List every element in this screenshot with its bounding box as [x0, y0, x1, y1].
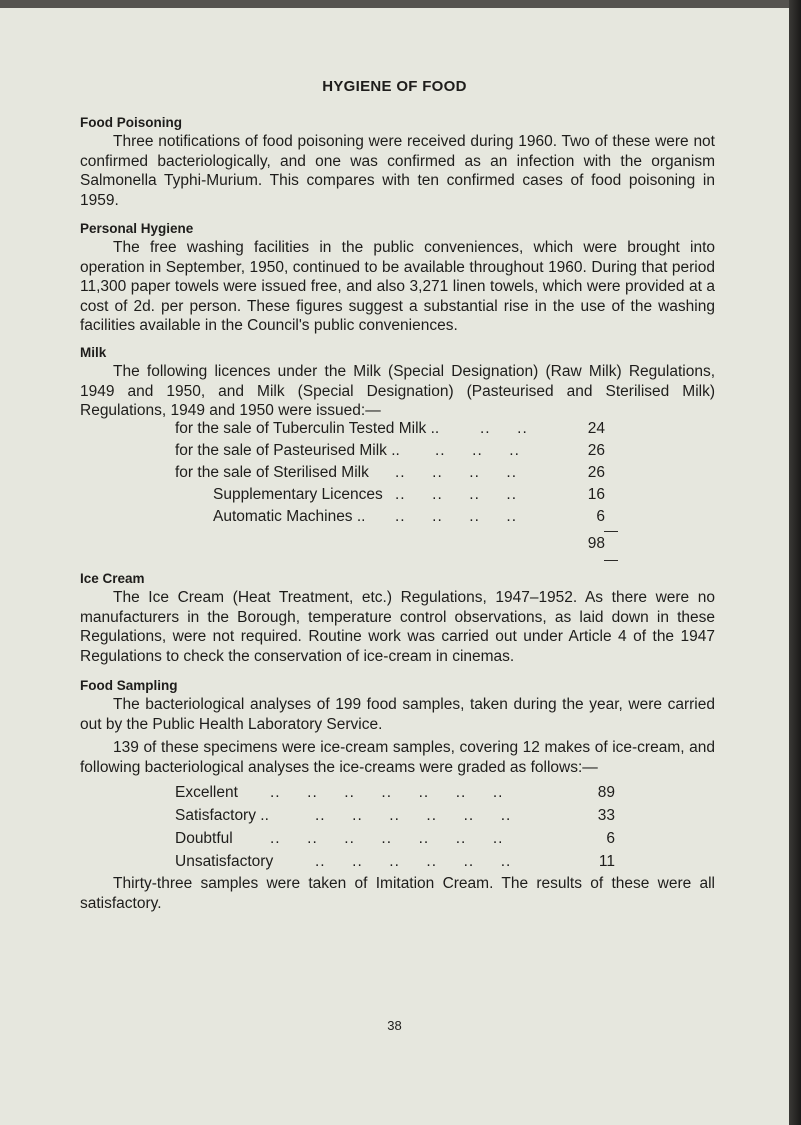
grade-value: 33 — [597, 807, 615, 824]
grade-value: 89 — [597, 784, 615, 801]
grade-row — [175, 853, 625, 873]
page-title: HYGIENE OF FOOD — [322, 78, 467, 95]
document-page — [0, 8, 789, 1125]
grade-row — [175, 807, 625, 827]
para-food-sampling-2: 139 of these specimens were ice-cream samples, covering 12 makes of ice-cream, and following bacteriological analyses the ice-creams were graded as follows:— — [80, 739, 715, 776]
heading-food-sampling: Food Sampling — [80, 678, 178, 693]
milk-item-label: for the sale of Tuberculin Tested Milk .. — [175, 420, 440, 437]
milk-item-label: for the sale of Pasteurised Milk .. — [175, 442, 400, 459]
leader-dots: .. .. .. .. .. .. .. — [270, 784, 504, 801]
heading-ice-cream: Ice Cream — [80, 571, 145, 586]
heading-milk: Milk — [80, 345, 107, 360]
milk-item-value: 26 — [587, 464, 605, 481]
para-food-sampling-1: The bacteriological analyses of 199 food samples, taken during the year, were carried out by the Public Health Laboratory Service. — [80, 696, 715, 733]
grade-value: 6 — [606, 830, 615, 847]
total-rule-bottom — [604, 560, 618, 561]
page-number: 38 — [387, 1018, 402, 1033]
grade-label: Satisfactory .. — [175, 807, 269, 824]
leader-dots: .. .. .. .. — [395, 486, 518, 503]
para-food-poisoning: Three notifications of food poisoning were received during 1960. Two of these were not confirmed bacteriologically, and one was confirmed as an infection with the organism Salmonella Typhi-Murium. This compares with ten confirmed cases of food poisoning in 1959. — [80, 133, 715, 209]
grade-label: Excellent — [175, 784, 238, 801]
leader-dots: .. .. .. .. .. .. — [315, 853, 512, 870]
leader-dots: .. .. .. .. .. .. — [315, 807, 512, 824]
grade-label: Unsatisfactory — [175, 853, 274, 870]
scan-right-edge — [789, 0, 801, 1125]
para-food-sampling-3: Thirty-three samples were taken of Imitation Cream. The results of these were all satisfactory. — [80, 875, 715, 912]
leader-dots: .. .. .. .. — [395, 464, 518, 481]
milk-item-label: for the sale of Sterilised Milk — [175, 464, 369, 481]
milk-item-row — [175, 464, 615, 484]
milk-item-row — [213, 508, 615, 528]
milk-item-value: 24 — [587, 420, 605, 437]
total-rule-top — [604, 531, 618, 532]
scan-top-border — [0, 0, 801, 8]
heading-food-poisoning: Food Poisoning — [80, 115, 182, 130]
grade-value: 11 — [598, 853, 615, 870]
grade-row — [175, 830, 625, 850]
milk-total-value: 98 — [587, 535, 605, 552]
milk-total-row — [565, 535, 615, 555]
milk-item-value: 26 — [587, 442, 605, 459]
milk-item-row — [213, 486, 615, 506]
para-personal-hygiene: The free washing facilities in the public conveniences, which were brought into operation in September, 1950, continued to be available throughout 1960. During that period 11,300 paper towels were issued free, and also 3,271 linen towels, which were provided at a cost of 2d. per person. These figures suggest a substantial rise in the use of the washing facilities available in the Council's public conveniences. — [80, 239, 715, 334]
leader-dots: .. .. .. .. .. .. .. — [270, 830, 504, 847]
heading-personal-hygiene: Personal Hygiene — [80, 221, 194, 236]
milk-item-value: 6 — [596, 508, 605, 525]
milk-item-row — [175, 420, 615, 440]
para-ice-cream: The Ice Cream (Heat Treatment, etc.) Regulations, 1947–1952. As there were no manufacturers in the Borough, temperature control observations, as laid down in these Regulations, were not required. Routine work was carried out under Article 4 of the 1947 Regulations to check the conservation of ice-cream in cinemas. — [80, 589, 715, 665]
milk-item-label: Supplementary Licences — [213, 486, 383, 503]
milk-item-row — [175, 442, 615, 462]
leader-dots: .. .. — [480, 420, 528, 437]
leader-dots: .. .. .. .. — [395, 508, 518, 525]
milk-item-value: 16 — [587, 486, 605, 503]
grade-row — [175, 784, 625, 804]
milk-item-label: Automatic Machines .. — [213, 508, 366, 525]
para-milk: The following licences under the Milk (Special Designation) (Raw Milk) Regulations, 1949 and 1950, and Milk (Special Designation) (Pasteurised and Sterilised Milk) Regulations, 1949 and 1950 were issued:— — [80, 363, 715, 419]
grade-label: Doubtful — [175, 830, 233, 847]
leader-dots: .. .. .. — [435, 442, 520, 459]
